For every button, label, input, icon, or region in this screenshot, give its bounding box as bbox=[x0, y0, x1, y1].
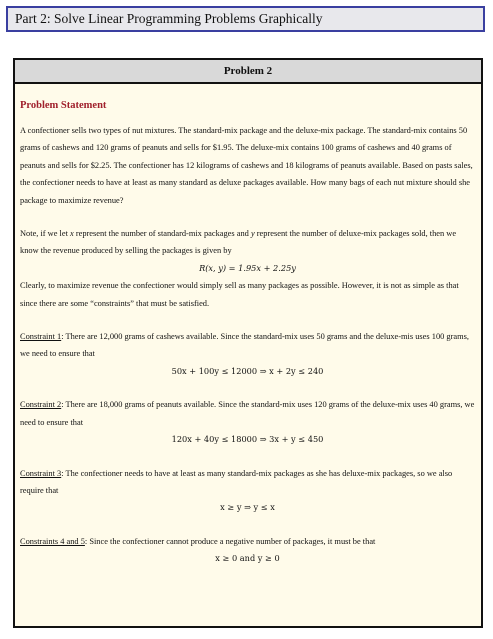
constraint-3-label: Constraint 3 bbox=[20, 468, 62, 478]
constraint-1-equation: 50x + 100y ≤ 12000 ⇒ x + 2y ≤ 240 bbox=[171, 365, 324, 376]
constraint-4-5-label: Constraints 4 and 5 bbox=[20, 536, 85, 546]
constraint-4-5-equation: x ≥ 0 and y ≥ 0 bbox=[215, 553, 280, 564]
constraint-2-label: Constraint 2 bbox=[20, 400, 62, 410]
problem-box bbox=[13, 58, 483, 628]
constraint-4-5: Constraints 4 and 5: Since the confectioner cannot produce a negative number of packages, it must be that bbox=[20, 536, 376, 546]
constraint-3: Constraint 3: The confectioner needs to have at least as many standard-mix packages as she has deluxe-mix packages, so we also require that bbox=[20, 468, 453, 495]
problem-title: Problem 2 bbox=[15, 60, 481, 84]
problem-content bbox=[15, 84, 481, 568]
constraint-2: Constraint 2: There are 18,000 grams of peanuts available. Since the standard-mix uses 120 grams of the deluxe-mix uses 40 grams, we need to ensure that bbox=[20, 400, 475, 427]
constraint-1-label: Constraint 1 bbox=[20, 332, 62, 342]
clearly-paragraph: Clearly, to maximize revenue the confectioner would simply sell as many packages as possible. However, it is not as simple as that since there are some “constraints” that must be satisfied. bbox=[20, 281, 459, 308]
constraint-2-equation: 120x + 40y ≤ 18000 ⇒ 3x + y ≤ 450 bbox=[171, 434, 324, 445]
constraint-3-equation: x ≥ y ⇒ y ≤ x bbox=[220, 502, 275, 513]
note-paragraph: Note, if we let x represent the number of standard-mix packages and y represent the number of deluxe-mix packages sold, then we know the revenue produced by selling the packages is given by bbox=[20, 229, 457, 256]
constraint-1: Constraint 1: There are 12,000 grams of cashews available. Since the standard-mix uses 50 grams and the deluxe-mis uses 100 grams, we need to ensure that bbox=[20, 332, 469, 359]
revenue-equation: R(x, y) = 1.95x + 2.25y bbox=[199, 262, 296, 273]
statement-text: A confectioner sells two types of nut mixtures. The standard-mix package and the deluxe-mix package. The standard-mix contains 50 grams of cashews and 120 grams of peanuts and sells for $1.95. The deluxe-mix contains 100 grams of cashews and 40 grams of peanuts and sells for $2.25. The confectioner has 12 kilograms of cashews and 18 kilograms of peanuts available. Based on pasts sales, the confectioner needs to have at least as many standard as deluxe packages available. How many bags of each nut mixture should she package to maximize revenue? bbox=[20, 126, 473, 205]
part-header: Part 2: Solve Linear Programming Problems Graphically bbox=[6, 6, 485, 32]
statement-heading: Problem Statement bbox=[20, 100, 107, 111]
